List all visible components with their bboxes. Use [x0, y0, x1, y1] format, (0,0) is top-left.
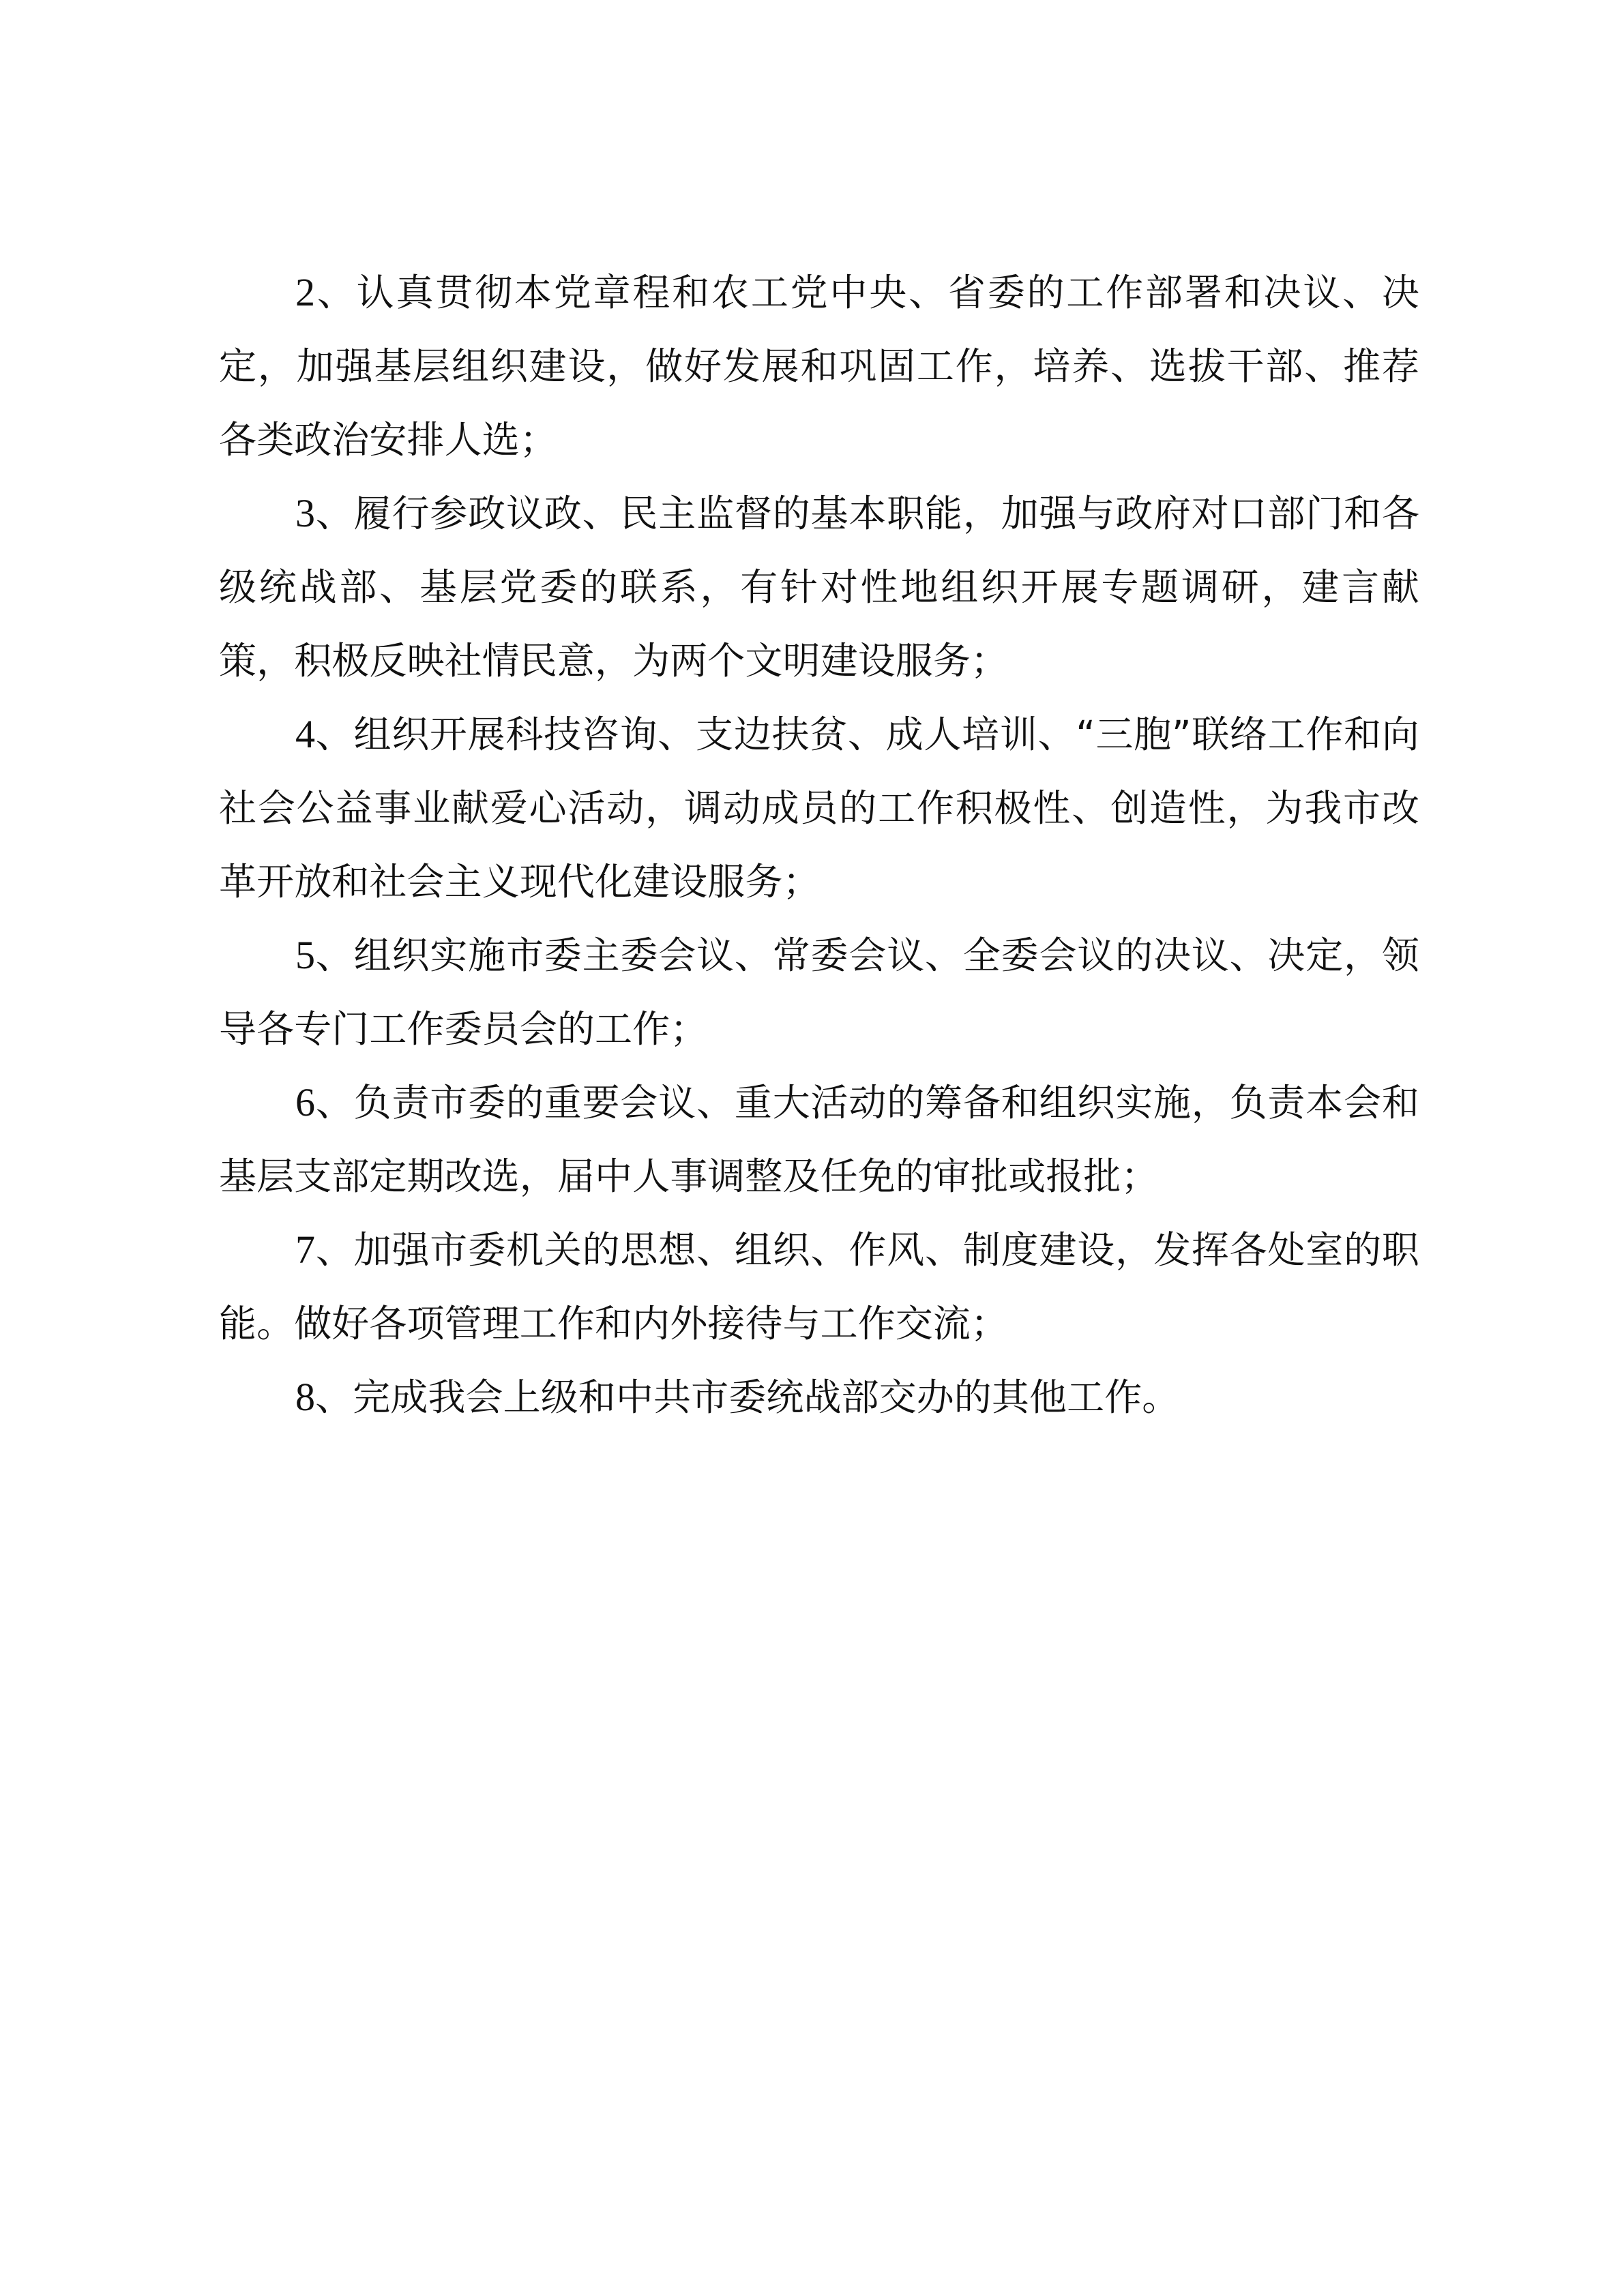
paragraph-item-4 — [219, 698, 1419, 919]
paragraph-item-5 — [219, 919, 1419, 1066]
paragraph-number: 3 — [295, 491, 316, 535]
paragraph-text: 、组织开展科技咨询、支边扶贫、成人培训、“三胞”联络工作和向社会公益事业献爱心活动，调动成员的工作积极性、创造性，为我市改革开放和社会主义现代化建设服务； — [219, 713, 1419, 904]
paragraph-item-8 — [219, 1360, 1419, 1434]
paragraph-text: 、完成我会上级和中共市委统战部交办的其他工作。 — [315, 1375, 1180, 1419]
paragraph-item-3 — [219, 477, 1419, 698]
paragraph-item-6 — [219, 1066, 1419, 1213]
paragraph-text: 、认真贯彻本党章程和农工党中央、省委的工作部署和决议、决定，加强基层组织建设，做好发展和巩固工作，培养、选拔干部、推荐各类政治安排人选； — [219, 271, 1419, 462]
paragraph-text: 、履行参政议政、民主监督的基本职能，加强与政府对口部门和各级统战部、基层党委的联系，有针对性地组织开展专题调研，建言献策，积极反映社情民意，为两个文明建设服务； — [219, 492, 1419, 683]
paragraph-number: 4 — [295, 712, 316, 756]
paragraph-text: 、负责市委的重要会议、重大活动的筹备和组织实施，负责本会和基层支部定期改选，届中人事调整及任免的审批或报批； — [219, 1081, 1419, 1198]
paragraph-number: 8 — [295, 1375, 316, 1419]
paragraph-item-7 — [219, 1213, 1419, 1360]
paragraph-text: 、加强市委机关的思想、组织、作风、制度建设，发挥各处室的职能。做好各项管理工作和内外接待与工作交流； — [219, 1228, 1419, 1345]
paragraph-number: 5 — [295, 933, 316, 977]
paragraph-number: 7 — [295, 1227, 316, 1272]
paragraph-number: 6 — [295, 1080, 316, 1124]
paragraph-text: 、组织实施市委主委会议、常委会议、全委会议的决议、决定，领导各专门工作委员会的工作； — [219, 934, 1419, 1051]
document-body — [219, 256, 1419, 1434]
paragraph-item-2 — [219, 256, 1419, 477]
paragraph-number: 2 — [295, 270, 316, 314]
